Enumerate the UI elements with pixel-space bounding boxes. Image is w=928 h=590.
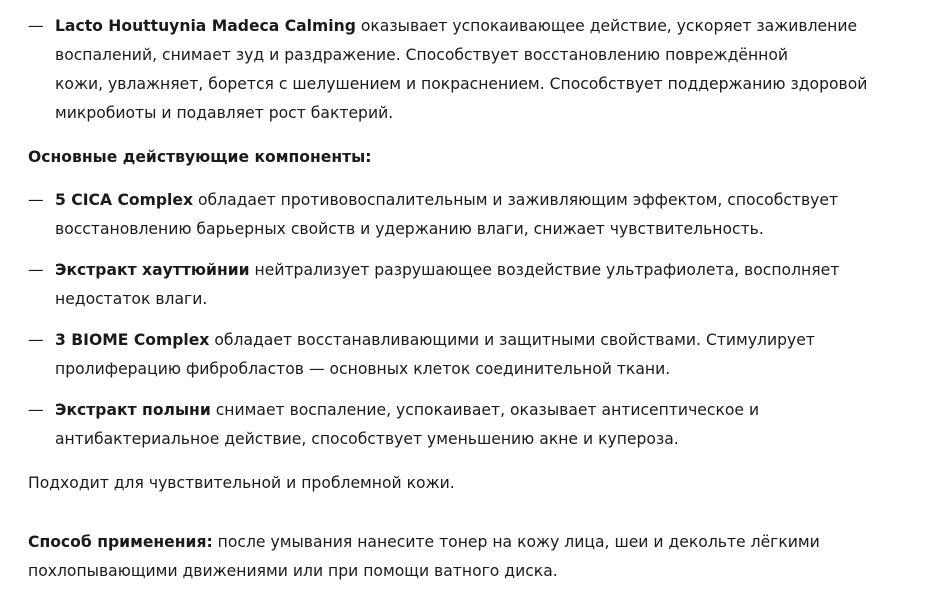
component-desc-1: нейтрализует разрушающее воздействие ультрафиолета, восполняет	[249, 261, 840, 279]
component-desc-1: обладает восстанавливающими и защитными свойствами. Стимулирует	[209, 331, 815, 349]
component-text	[55, 186, 858, 244]
intro-item-line-4: микробиоты и подавляет рост бактерий.	[55, 104, 394, 122]
component-desc-2: пролиферацию фибробластов — основных клеток соединительной ткани.	[55, 360, 671, 378]
component-desc-2: недостаток влаги.	[55, 290, 208, 308]
intro-line-1	[55, 12, 858, 41]
component-name: 5 CICA Complex	[55, 191, 194, 209]
suitability-text: Подходит для чувствительной и проблемной кожи.	[28, 474, 455, 492]
component-desc-1: обладает противовоспалительным и заживляющим эффектом, способствует	[193, 191, 839, 209]
list-dash: —	[28, 401, 44, 419]
component-text	[55, 326, 858, 384]
intro-item-name: Lacto Houttuynia Madeca Calming	[55, 17, 356, 35]
component-line-1	[55, 186, 858, 215]
usage-line-1	[28, 528, 888, 557]
component-line-1	[55, 256, 858, 285]
intro-list-item	[28, 12, 868, 128]
component-desc-1: снимает воспаление, успокаивает, оказывает антисептическое и	[210, 401, 760, 419]
intro-item-line-3: кожи, увлажняет, борется с шелушением и покраснением. Способствует поддержанию здоровой	[55, 75, 868, 93]
component-item	[28, 396, 858, 454]
component-text	[55, 256, 858, 314]
list-dash: —	[28, 17, 44, 35]
list-dash: —	[28, 331, 44, 349]
list-dash: —	[28, 191, 44, 209]
component-desc-2: антибактериальное действие, способствует уменьшению акне и купероза.	[55, 430, 679, 448]
component-name: Экстракт полыни	[55, 401, 211, 419]
usage-paragraph	[28, 528, 888, 586]
intro-item-line-1: оказывает успокаивающее действие, ускоряет заживление	[355, 17, 858, 35]
list-dash: —	[28, 261, 44, 279]
intro-item-text	[55, 12, 868, 128]
usage-text-2: похлопывающими движениями или при помощи ватного диска.	[28, 562, 558, 580]
component-name: Экстракт хауттюйнии	[55, 261, 250, 279]
component-item	[28, 326, 858, 384]
intro-item-line-2: воспалений, снимает зуд и раздражение. Способствует восстановлению повреждённой	[55, 46, 789, 64]
components-heading: Основные действующие компоненты:	[28, 148, 372, 166]
component-desc-2: восстановлению барьерных свойств и удержанию влаги, снижает чувствительность.	[55, 220, 764, 238]
component-item	[28, 186, 858, 244]
usage-label: Способ применения:	[28, 533, 213, 551]
component-name: 3 BIOME Complex	[55, 331, 210, 349]
component-line-1	[55, 326, 858, 355]
component-text	[55, 396, 858, 454]
usage-text-1: после умывания нанесите тонер на кожу лица, шеи и декольте лёгкими	[212, 533, 820, 551]
component-item	[28, 256, 858, 314]
component-line-1	[55, 396, 858, 425]
